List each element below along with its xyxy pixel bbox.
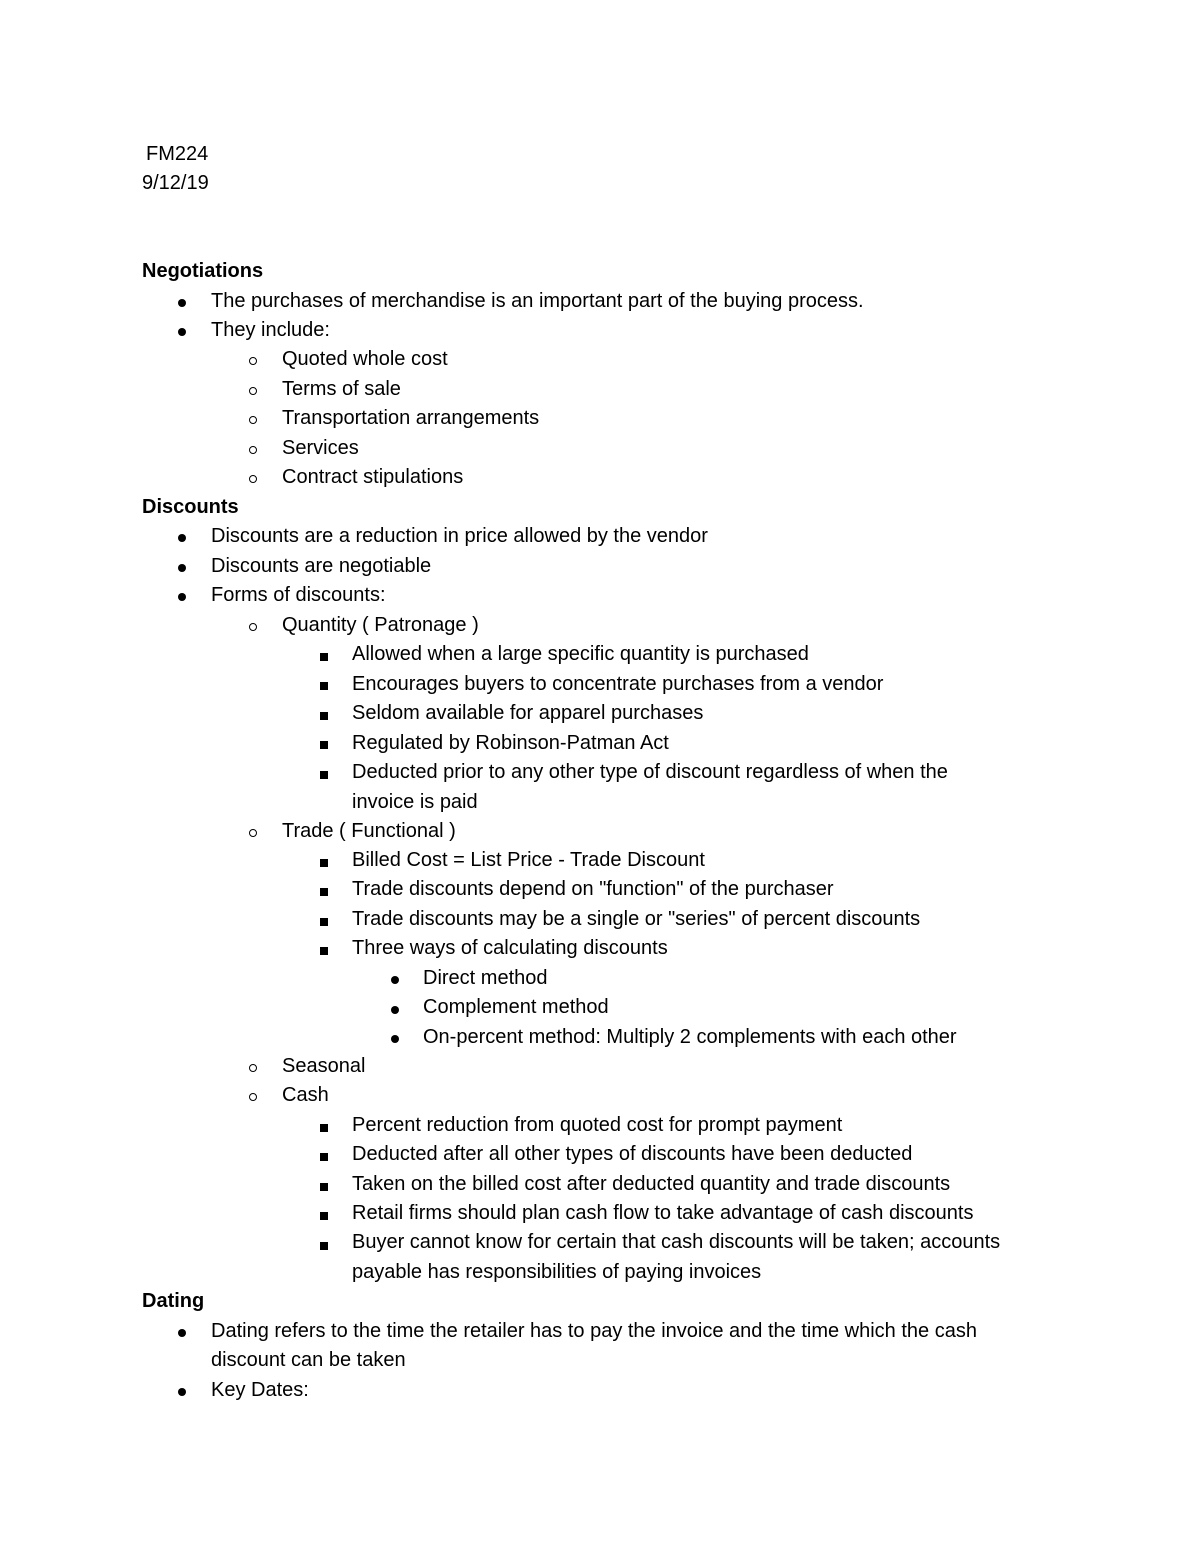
bullet-square (320, 1212, 328, 1220)
list-item: Quantity ( Patronage ) (282, 614, 479, 636)
bullet-disc (391, 976, 399, 984)
bullet-disc (178, 1388, 186, 1396)
list-item-continuation: payable has responsibilities of paying invoices (352, 1261, 762, 1283)
list-item: They include: (211, 319, 330, 341)
section-heading-negotiations: Negotiations (142, 260, 264, 282)
list-item: Trade discounts depend on "function" of the purchaser (352, 878, 834, 900)
date: 9/12/19 (142, 172, 209, 194)
bullet-disc (178, 1329, 186, 1337)
bullet-square (320, 1124, 328, 1132)
bullet-circle (249, 623, 257, 631)
list-item: Taken on the billed cost after deducted quantity and trade discounts (352, 1173, 951, 1195)
list-item: Three ways of calculating discounts (352, 937, 668, 959)
list-item: Direct method (423, 967, 548, 989)
bullet-disc (178, 564, 186, 572)
list-item: Deducted after all other types of discounts have been deducted (352, 1143, 913, 1165)
bullet-circle (249, 387, 257, 395)
list-item: Services (282, 437, 359, 459)
list-item: Transportation arrangements (282, 407, 540, 429)
list-item: Dating refers to the time the retailer has to pay the invoice and the time which the cash (211, 1320, 977, 1342)
bullet-disc (178, 593, 186, 601)
bullet-circle (249, 416, 257, 424)
bullet-disc (178, 534, 186, 542)
bullet-circle (249, 1064, 257, 1072)
bullet-square (320, 741, 328, 749)
list-item: Trade ( Functional ) (282, 820, 456, 842)
bullet-circle (249, 446, 257, 454)
bullet-square (320, 918, 328, 926)
section-heading-dating: Dating (142, 1290, 205, 1312)
list-item: Allowed when a large specific quantity is purchased (352, 643, 809, 665)
list-item: Forms of discounts: (211, 584, 386, 606)
list-item: Percent reduction from quoted cost for prompt payment (352, 1114, 843, 1136)
bullet-square (320, 653, 328, 661)
course-code: FM224 (146, 143, 209, 165)
list-item: Regulated by Robinson-Patman Act (352, 732, 669, 754)
list-item: Deducted prior to any other type of discount regardless of when the (352, 761, 948, 783)
list-item: Terms of sale (282, 378, 401, 400)
list-item-continuation: invoice is paid (352, 791, 478, 813)
bullet-square (320, 1242, 328, 1250)
list-item: Contract stipulations (282, 466, 464, 488)
bullet-square (320, 888, 328, 896)
bullet-square (320, 712, 328, 720)
list-item: Retail firms should plan cash flow to take advantage of cash discounts (352, 1202, 974, 1224)
list-item: On-percent method: Multiply 2 complements with each other (423, 1026, 957, 1048)
list-item: Encourages buyers to concentrate purchases from a vendor (352, 673, 884, 695)
bullet-circle (249, 1093, 257, 1101)
bullet-disc (178, 299, 186, 307)
list-item: Discounts are a reduction in price allowed by the vendor (211, 525, 708, 547)
bullet-square (320, 859, 328, 867)
list-item: Discounts are negotiable (211, 555, 432, 577)
list-item: Quoted whole cost (282, 348, 448, 370)
section-heading-discounts: Discounts (142, 496, 239, 518)
bullet-circle (249, 475, 257, 483)
bullet-disc (391, 1035, 399, 1043)
list-item: Trade discounts may be a single or "series" of percent discounts (352, 908, 921, 930)
list-item: Complement method (423, 996, 609, 1018)
bullet-square (320, 682, 328, 690)
list-item: Seasonal (282, 1055, 366, 1077)
list-item: The purchases of merchandise is an important part of the buying process. (211, 290, 864, 312)
bullet-square (320, 1153, 328, 1161)
bullet-square (320, 1183, 328, 1191)
bullet-disc (391, 1006, 399, 1014)
bullet-circle (249, 829, 257, 837)
list-item: Seldom available for apparel purchases (352, 702, 704, 724)
list-item: Cash (282, 1084, 329, 1106)
list-item: Key Dates: (211, 1379, 309, 1401)
bullet-disc (178, 328, 186, 336)
bullet-square (320, 947, 328, 955)
bullet-circle (249, 357, 257, 365)
list-item-continuation: discount can be taken (211, 1349, 406, 1371)
list-item: Billed Cost = List Price - Trade Discount (352, 849, 705, 871)
list-item: Buyer cannot know for certain that cash discounts will be taken; accounts (352, 1231, 1001, 1253)
bullet-square (320, 771, 328, 779)
